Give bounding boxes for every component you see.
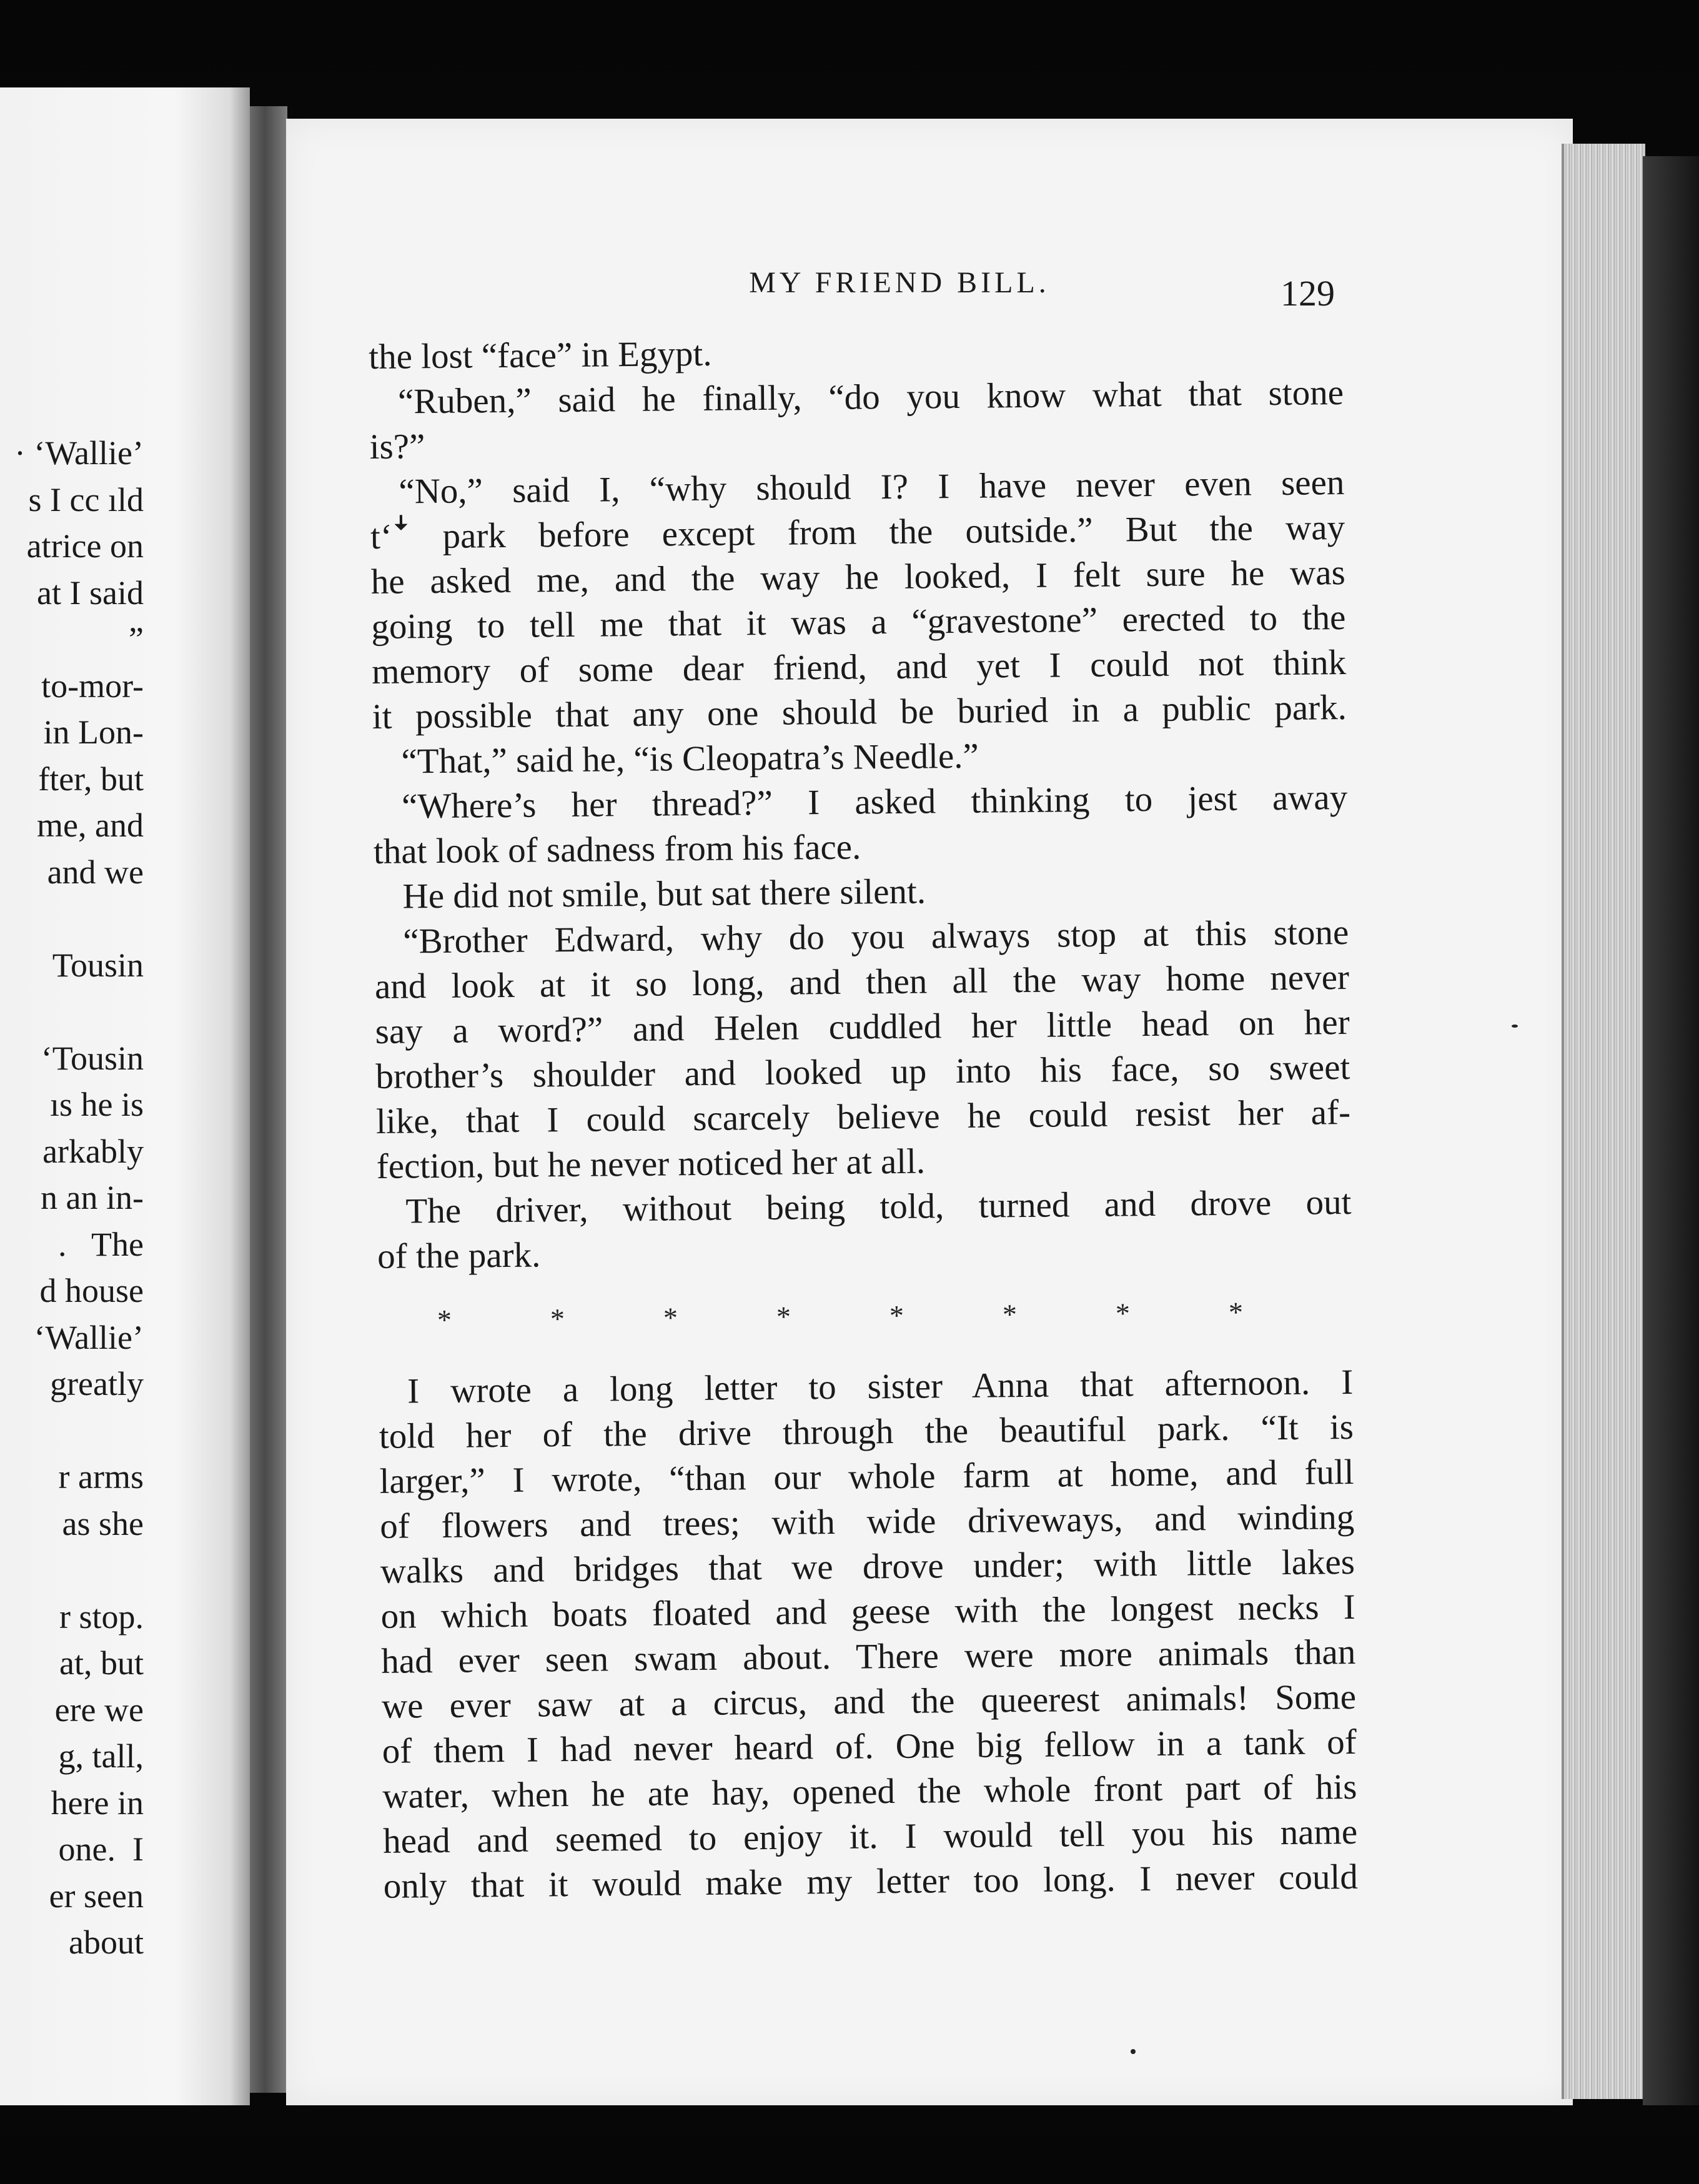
text-line: head and seemed to enjoy it. I would tell you his name — [382, 1812, 1358, 1861]
left-page-line: d house — [39, 1272, 144, 1309]
left-page-line: ‘Tousin — [41, 1039, 144, 1077]
page-body — [369, 325, 1358, 1909]
text-line: of them I had never heard of. One big fellow in a tank of — [382, 1722, 1357, 1771]
left-page-line — [0, 1547, 144, 1594]
text-line: “That,” said he, “is Cleopatra’s Needle.” — [401, 736, 979, 782]
left-page-line: er seen — [49, 1877, 144, 1915]
text-line: water, when he ate hay, opened the whole front part of his — [382, 1767, 1357, 1816]
text-line: of flowers and trees; with wide driveways, and winding — [380, 1497, 1355, 1546]
text-line: going to tell me that it was a “gravestone” erected to the — [371, 598, 1346, 647]
left-page-line: ” — [129, 620, 144, 658]
text-line: on which boats floated and geese with the longest necks I — [380, 1587, 1355, 1636]
text-line: of the park. — [377, 1235, 541, 1276]
separator-asterisk: * — [1002, 1298, 1018, 1331]
left-page-line: in Lon- — [43, 713, 144, 751]
left-page-line: one. I — [58, 1830, 144, 1868]
text-line: and look at it so long, and then all the way home never — [374, 957, 1350, 1006]
running-header: MY FRIEND BILL. — [749, 266, 1050, 299]
left-page-line: as she — [62, 1504, 144, 1542]
text-line: “Brother Edward, why do you always stop at this stone — [403, 912, 1349, 961]
left-page-line: · ‘Wallie’ — [14, 434, 144, 472]
text-line: we ever saw at a circus, and the queerest animals! Some — [381, 1677, 1357, 1726]
text-line: “Where’s her thread?” I asked thinking to jest away — [401, 777, 1348, 826]
left-page-line: me, and — [37, 807, 144, 844]
separator-asterisk: * — [550, 1303, 565, 1335]
separator-asterisk: * — [776, 1300, 791, 1333]
text-line: brother’s shoulder and looked up into his face, so sweet — [375, 1047, 1350, 1096]
text-line: like, that I could scarcely believe he could resist her af- — [375, 1092, 1351, 1141]
left-page-line: atrice on — [26, 527, 144, 565]
left-page-line: r arms — [58, 1458, 144, 1496]
left-page-text — [0, 430, 144, 1966]
left-page-line: and we — [47, 853, 144, 891]
dust-speck — [1512, 1025, 1518, 1028]
text-line: memory of some dear friend, and yet I could not think — [371, 643, 1347, 692]
separator-asterisk: * — [1228, 1296, 1244, 1329]
left-page-line: to-mor- — [41, 667, 144, 705]
text-line: told her of the drive through the beautiful park. “It is — [379, 1407, 1354, 1456]
text-line: it possible that any one should be buried in a public park. — [372, 687, 1347, 737]
left-page-line: about — [69, 1923, 144, 1961]
text-line: The driver, without being told, turned and drove out — [405, 1182, 1352, 1231]
book-cover-edge — [1643, 156, 1699, 2105]
text-line: t‘ꜜ park before except from the outside.” But the way — [370, 508, 1345, 557]
left-page-line: r stop. — [59, 1597, 144, 1636]
left-page-line — [0, 1407, 144, 1454]
left-page-line: ‘Wallie’ — [34, 1318, 144, 1356]
dust-speck — [1131, 2049, 1136, 2054]
text-line: he asked me, and the way he looked, I felt sure he was — [370, 553, 1346, 602]
text-line: He did not smile, but sat there silent. — [402, 871, 926, 916]
left-page — [0, 87, 250, 2105]
left-page-line: g, tall, — [58, 1737, 144, 1775]
left-page-line: arkably — [42, 1132, 144, 1170]
page-edges — [1562, 144, 1645, 2099]
text-line: “Ruben,” said he finally, “do you know what that stone — [397, 373, 1344, 422]
text-line: that look of sadness from his face. — [373, 827, 861, 871]
left-page-line: here in — [51, 1784, 144, 1822]
left-page-line: . The — [58, 1225, 144, 1263]
separator-asterisk: * — [889, 1299, 904, 1332]
left-page-line: at I said — [37, 573, 144, 612]
left-page-line: ere we — [54, 1690, 144, 1729]
text-line: fection, but he never noticed her at all. — [376, 1141, 926, 1186]
text-line: say a word?” and Helen cuddled her little head on her — [375, 1002, 1350, 1051]
page-number: 129 — [1280, 273, 1335, 314]
left-page-line — [0, 988, 144, 1035]
separator-asterisk: * — [437, 1303, 452, 1336]
left-page-line: ıs he is — [49, 1086, 144, 1123]
left-page-line — [0, 895, 144, 942]
left-page-line: fter, but — [38, 760, 144, 798]
book-gutter — [250, 106, 287, 2093]
text-line: I wrote a long letter to sister Anna that afternoon. I — [407, 1362, 1354, 1411]
text-line: only that it would make my letter too long. I never could — [383, 1857, 1359, 1906]
text-line: had ever seen swam about. There were more animals than — [381, 1632, 1356, 1681]
left-page-line: n an in- — [41, 1179, 144, 1216]
text-line: “No,” said I, “why should I? I have never even seen — [399, 463, 1345, 512]
text-line: walks and bridges that we drove under; with little lakes — [380, 1542, 1355, 1591]
separator-asterisk: * — [1115, 1297, 1131, 1329]
left-page-line: at, but — [59, 1644, 144, 1682]
separator-asterisk: * — [663, 1301, 678, 1334]
left-page-line: s I cc ıld — [28, 480, 144, 519]
left-page-line: greatly — [50, 1365, 144, 1402]
left-page-line: Tousin — [52, 946, 144, 984]
text-line: larger,” I wrote, “than our whole farm at home, and full — [379, 1452, 1354, 1501]
text-line: is?” — [369, 427, 425, 467]
text-line: the lost “face” in Egypt. — [369, 334, 712, 377]
